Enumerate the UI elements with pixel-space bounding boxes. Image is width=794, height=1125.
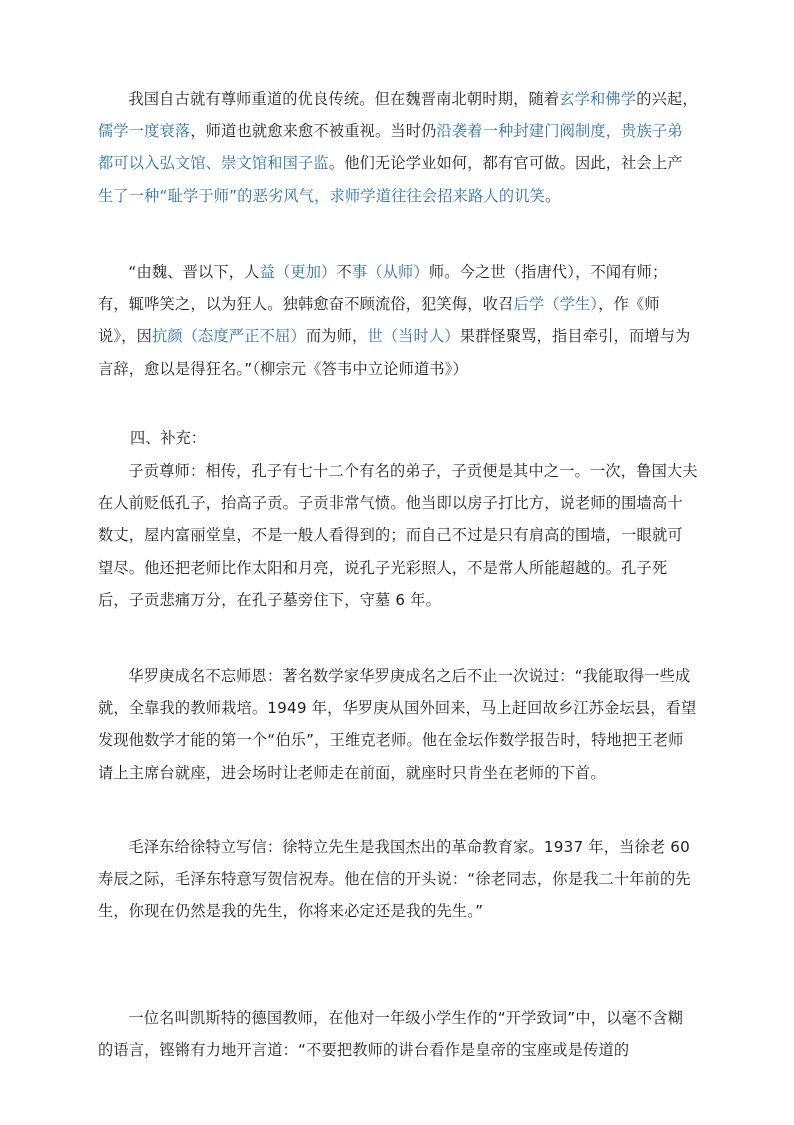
body-text: 师。今之世（指唐代），不闻有师；有，辄哗笑之，以为狂人。独韩愈奋不顾流俗，犯笑侮，收召: [98, 263, 668, 314]
paragraph-history: [98, 83, 698, 212]
body-text: 我国自古就有尊师重道的优良传统。但在魏晋南北朝时期，随着: [128, 90, 560, 108]
body-text: 毛泽东给徐特立写信：徐特立先生是我国杰出的革命教育家。1937 年，当徐老 60 寿辰之际，毛泽东特意写贺信祝寿。他在信的开头说：“徐老同志，你是我二十年前的先生，你现在仍然是我的先生，你将来必定还是我的先生。”: [98, 838, 691, 921]
body-text: 而为师，: [305, 327, 368, 346]
body-text: ，师道也就愈来愈不被重视。当时仍: [190, 122, 437, 141]
highlighted-text: 益（更加）: [259, 263, 337, 281]
highlighted-text: 玄学和佛学: [559, 90, 637, 108]
body-text: 一位名叫凯斯特的德国教师，在他对一年级小学生作的“开学致词”中，以毫不含糊的语言，铿锵有力地开言道：“不要把教师的讲台看作是皇帝的宝座或是传道的: [98, 1009, 684, 1060]
highlighted-text: 儒学一度衰落: [98, 122, 191, 141]
body-text: 的兴起，: [636, 90, 698, 108]
highlighted-text: 后学（学生）: [513, 295, 599, 314]
highlighted-text: 生了一种“耻学于师”的恶劣风气，求师学道往往会招来路人的讥笑: [98, 186, 545, 205]
body-text: 。他们无论学业如何，都有官可做。因此，社会上产: [328, 154, 683, 173]
body-text: 不: [336, 263, 352, 281]
paragraph-quote: [98, 256, 698, 385]
paragraph-kester: [98, 1002, 698, 1066]
body-text: 子贡尊师：相传，孔子有七十二个有名的弟子，子贡便是其中之一。一次，鲁国大夫在人前贬低孔子，抬高子贡。子贡非常气愤。他当即以房子打比方，说老师的围墙高十数丈，屋内富丽堂皇，不是一般人看得到的；而自己不过是只有肩高的围墙，一眼就可望尽。他还把老师比作太阳和月亮，说孔子光彩照人，不是常人所能超越的。孔子死后，子贡悲痛万分，在孔子墓旁住下，守墓 6 年。: [98, 462, 698, 609]
paragraph-zigong: [98, 455, 698, 616]
highlighted-text: 世（当时人）: [367, 327, 460, 346]
body-text: ，作《师说》，因: [98, 295, 660, 346]
highlighted-text: 沿袭着一种封建门阀制度，贵族子弟都可以入弘文馆、崇文馆和国子监: [98, 122, 683, 173]
paragraph-hualuogeng: [98, 660, 698, 789]
body-text: “由魏、晋以下，人: [128, 263, 260, 281]
highlighted-text: 抗颜（态度严正不屈）: [151, 327, 306, 346]
body-text: 果群怪聚骂，指目牵引，而增与为言辞，愈以是得狂名。”（柳宗元《答韦中立论师道书》）: [98, 327, 691, 378]
paragraph-maozedong: [98, 831, 698, 928]
section-heading: 四、补充：: [130, 429, 206, 447]
body-text: 华罗庚成名不忘师恩：著名数学家华罗庚成名之后不止一次说过：“我能取得一些成就，全靠我的教师栽培。1949 年，华罗庚从国外回来，马上赶回故乡江苏金坛县，看望发现他数学才能的第一个“伯乐”，王维克老师。他在金坛作数学报告时，特地把王老师请上主席台就座，进会场时让老师走在前面，就座时只肯坐在老师的下首。: [98, 667, 697, 782]
body-text: 。: [545, 186, 561, 205]
highlighted-text: 事（从师）: [351, 263, 429, 281]
